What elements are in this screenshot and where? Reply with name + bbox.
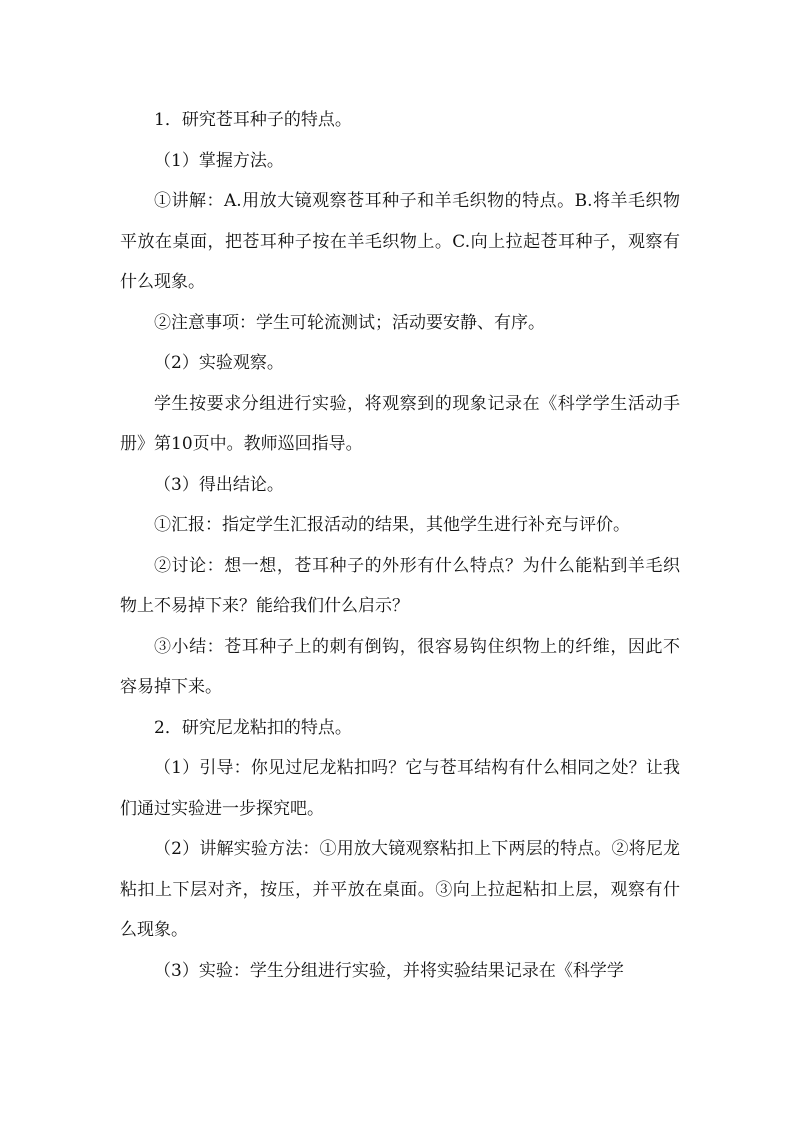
paragraph-method-explanation: （2）讲解实验方法：①用放大镜观察粘扣上下两层的特点。②将尼龙粘扣上下层对齐，按压，并平放在桌面。③向上拉起粘扣上层，观察有什么现象。 xyxy=(120,839,680,940)
subheading-experiment-observation: （2）实验观察。 xyxy=(154,353,284,373)
paragraph-guidance: （1）引导：你见过尼龙粘扣吗？它与苍耳结构有什么相同之处？让我们通过实验进一步探究吧。 xyxy=(120,758,680,819)
subheading-draw-conclusion: （3）得出结论。 xyxy=(154,474,284,495)
heading-study-nylon-velcro: 2．研究尼龙粘扣的特点。 xyxy=(154,717,352,738)
paragraph-report: ①汇报：指定学生汇报活动的结果，其他学生进行补充与评价。 xyxy=(154,515,630,535)
paragraph-precautions: ②注意事项：学生可轮流测试；活动要安静、有序。 xyxy=(154,312,545,333)
subheading-master-method: （1）掌握方法。 xyxy=(154,150,284,171)
document-body xyxy=(120,100,680,991)
paragraph-explanation: ①讲解：A.用放大镜观察苍耳种子和羊毛织物的特点。B.将羊毛织物平放在桌面，把苍耳种子按在羊毛织物上。C.向上拉起苍耳种子，观察有什么现象。 xyxy=(120,191,680,292)
heading-study-cocklebur-seed: 1．研究苍耳种子的特点。 xyxy=(154,110,352,130)
paragraph-group-experiment: 学生按要求分组进行实验，将观察到的现象记录在《科学学生活动手册》第10页中。教师巡回指导。 xyxy=(120,393,680,454)
paragraph-experiment: （3）实验：学生分组进行实验，并将实验结果记录在《科学学 xyxy=(154,960,624,981)
paragraph-summary: ③小结：苍耳种子上的刺有倒钩，很容易钩住织物上的纤维，因此不容易掉下来。 xyxy=(120,636,680,697)
paragraph-discussion: ②讨论：想一想，苍耳种子的外形有什么特点？为什么能粘到羊毛织物上不易掉下来？能给我们什么启示？ xyxy=(120,555,680,616)
